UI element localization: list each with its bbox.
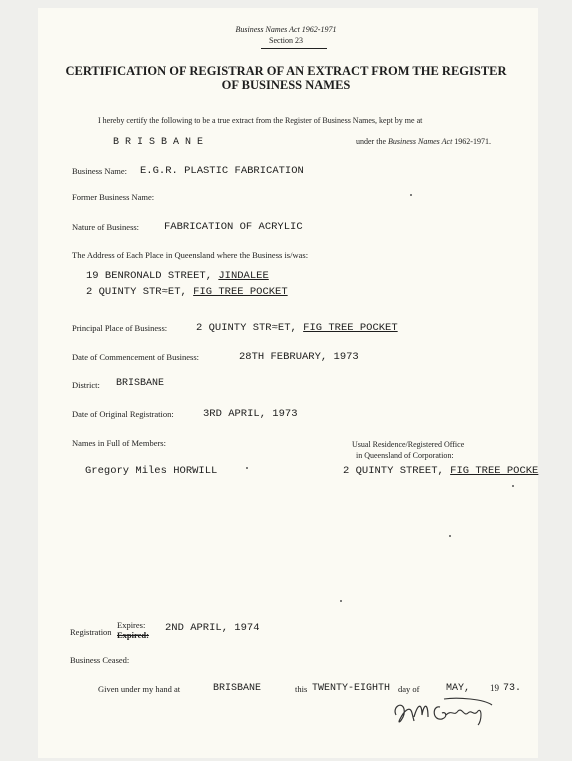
day-value: TWENTY-EIGHTH	[312, 683, 391, 694]
residence-label: Usual Residence/Registered Office	[352, 440, 465, 449]
commencement-label: Date of Commencement of Business:	[72, 352, 200, 362]
ink-speck	[340, 600, 342, 602]
principal-suburb: FIG TREE POCKET	[303, 322, 398, 334]
day-of-text: day of	[398, 684, 420, 694]
commencement-value: 28TH FEBRUARY, 1973	[239, 351, 359, 363]
principal-street: 2 QUINTY STR≈ET,	[196, 322, 297, 334]
registration-date: 2ND APRIL, 1974	[165, 622, 260, 634]
act-name: Business Names Act	[388, 137, 453, 146]
address2-street: 2 QUINTY STR≈ET,	[86, 286, 187, 298]
principal-label: Principal Place of Business:	[72, 323, 168, 333]
original-registration-value: 3RD APRIL, 1973	[203, 408, 298, 420]
address1-street: 19 BENRONALD STREET,	[86, 270, 213, 282]
ink-speck	[512, 485, 514, 487]
ink-speck	[449, 535, 451, 537]
original-registration-label: Date of Original Registration:	[72, 409, 174, 419]
residence-label-2: in Queensland of Corporation:	[356, 451, 454, 460]
given-place: BRISBANE	[213, 683, 262, 694]
certify-place: B R I S B A N E	[113, 137, 204, 148]
expired-label: Expired:	[117, 630, 149, 640]
ceased-label: Business Ceased:	[70, 655, 130, 665]
year-suffix: 73.	[503, 683, 522, 694]
header-rule	[261, 48, 327, 49]
section-header: Section 23	[269, 36, 303, 45]
act-header: Business Names Act 1962-1971	[235, 25, 337, 34]
members-label: Names in Full of Members:	[72, 438, 166, 448]
district-label: District:	[72, 380, 100, 390]
document-title: CERTIFICATION OF REGISTRAR OF AN EXTRACT FROM THE REGISTER	[65, 64, 507, 78]
former-name-label: Former Business Name:	[72, 192, 155, 202]
address1-suburb: JINDALEE	[218, 270, 269, 282]
under-the-text: under the	[356, 137, 386, 146]
nature-label: Nature of Business:	[72, 222, 140, 232]
this-text: this	[295, 684, 308, 694]
business-name-value: E.G.R. PLASTIC FABRICATION	[140, 165, 304, 177]
ink-speck	[246, 467, 248, 469]
principal-value	[196, 322, 398, 334]
member-address	[343, 465, 538, 477]
certify-act-reference	[356, 137, 491, 146]
business-name-label: Business Name:	[72, 166, 128, 176]
address-label: The Address of Each Place in Queensland where the Business is/was:	[72, 250, 309, 260]
registration-label: Registration	[70, 627, 112, 637]
certify-statement: I hereby certify the following to be a true extract from the Register of Business Names, kept by me at	[98, 116, 423, 125]
member-name: Gregory Miles HORWILL	[85, 465, 218, 477]
member-street: 2 QUINTY STREET,	[343, 465, 444, 477]
nature-value: FABRICATION OF ACRYLIC	[164, 221, 303, 233]
expires-label: Expires:	[117, 620, 146, 630]
act-years: 1962-1971.	[454, 137, 491, 146]
address2-suburb: FIG TREE POCKET	[193, 286, 288, 298]
address-line-2	[86, 286, 288, 298]
address-line-1	[86, 270, 269, 282]
member-suburb: FIG TREE POCKE	[450, 465, 539, 477]
month-value: MAY,	[446, 683, 471, 694]
year-prefix: 19	[490, 683, 499, 693]
given-text: Given under my hand at	[98, 684, 181, 694]
district-value: BRISBANE	[116, 378, 165, 389]
ink-speck	[410, 194, 412, 196]
registrar-signature	[388, 693, 498, 733]
document-title-line2: OF BUSINESS NAMES	[221, 78, 351, 92]
